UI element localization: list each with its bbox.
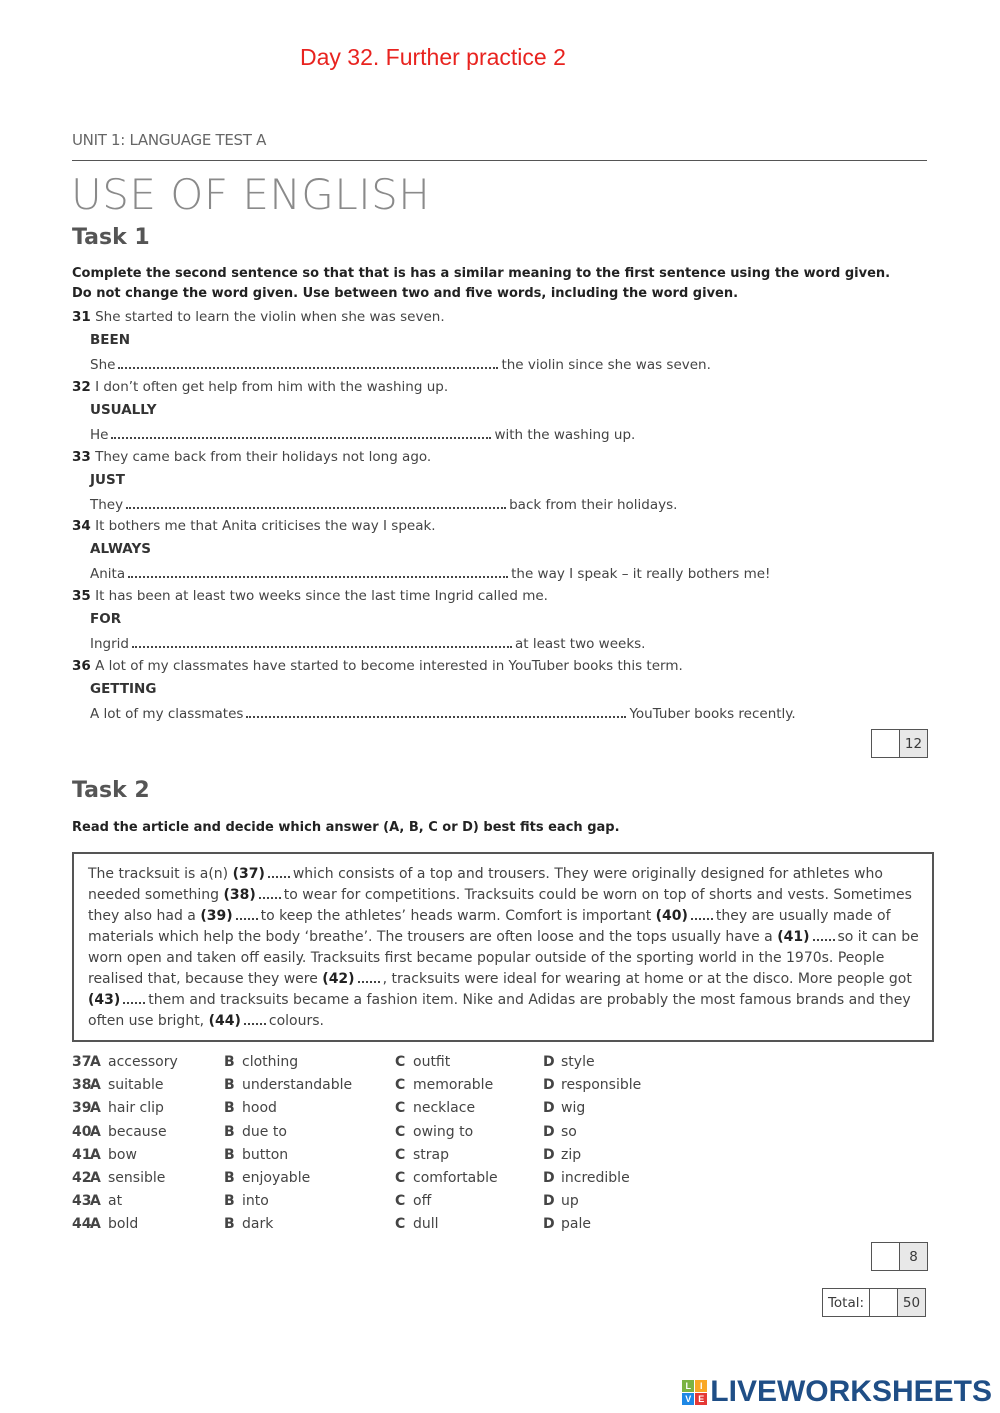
option-c[interactable]: outfit: [413, 1054, 451, 1070]
option-letter-b: B: [224, 1123, 235, 1140]
unit-label: UNIT 1: LANGUAGE TEST A: [72, 131, 267, 149]
item-keyword: BEEN: [90, 332, 131, 348]
option-number: 37: [72, 1054, 92, 1070]
task2-instructions: Read the article and decide which answer (A, B, C or D) best fits each gap.: [72, 820, 620, 835]
option-b[interactable]: understandable: [242, 1077, 353, 1094]
rewrite-end: the way I speak – it really bothers me!: [511, 566, 771, 583]
logo-tiles-icon: L I V E: [682, 1380, 707, 1405]
item-rewrite: [90, 425, 635, 443]
rewrite-start: A lot of my classmates: [90, 706, 244, 722]
gap-number: (38): [223, 887, 256, 903]
item-keyword: ALWAYS: [90, 541, 151, 558]
instruction-line: Do not change the word given. Use between two and five words, including the word given.: [72, 285, 739, 301]
page-title: USE OF ENGLISH: [71, 170, 431, 219]
option-d[interactable]: wig: [561, 1100, 586, 1117]
gap-number: (39): [200, 908, 233, 924]
gap-blank[interactable]: [123, 992, 145, 1004]
article-text: [72, 852, 934, 1042]
item-sentence: [72, 379, 448, 395]
option-number: 40: [72, 1123, 92, 1140]
item-original-sentence: It bothers me that Anita criticises the way I speak.: [95, 518, 436, 535]
option-b[interactable]: enjoyable: [242, 1170, 311, 1186]
liveworksheets-logo: [682, 1375, 992, 1409]
option-letter-d: D: [543, 1170, 555, 1186]
option-letter-b: B: [224, 1146, 235, 1163]
option-letter-b: B: [224, 1170, 235, 1186]
item-original-sentence: She started to learn the violin when she was seven.: [95, 309, 445, 325]
item-keyword: JUST: [90, 471, 125, 488]
option-d[interactable]: so: [561, 1123, 577, 1140]
task1-heading: Task 1: [72, 225, 150, 250]
gap-blank[interactable]: [268, 866, 290, 878]
option-letter-a: A: [90, 1146, 101, 1163]
gap-blank[interactable]: [358, 971, 380, 983]
option-letter-a: A: [90, 1216, 101, 1233]
option-letter-a: A: [90, 1100, 101, 1117]
day-title: Day 32. Further practice 2: [300, 44, 566, 70]
gap-number: (44): [208, 1013, 241, 1029]
total-max: 50: [897, 1289, 925, 1316]
item-rewrite: [90, 495, 677, 513]
option-number: 39: [72, 1100, 92, 1117]
option-number: 44: [72, 1216, 92, 1233]
option-letter-d: D: [543, 1216, 555, 1233]
item-rewrite: [90, 564, 770, 582]
article-text-segment: them and tracksuits became a fashion item. Nike and Adidas are probably the most famous brands and they often use bright,: [88, 992, 911, 1029]
option-letter-c: C: [395, 1146, 406, 1163]
option-letter-b: B: [224, 1077, 235, 1094]
item-number: 31: [72, 309, 91, 325]
item-original-sentence: It has been at least two weeks since the last time Ingrid called me.: [95, 588, 548, 605]
rewrite-start: Ingrid: [90, 636, 129, 653]
option-c[interactable]: memorable: [413, 1077, 494, 1094]
option-c[interactable]: strap: [413, 1146, 450, 1163]
rewrite-start: He: [90, 426, 109, 443]
item-sentence: [72, 309, 445, 325]
gap-number: (37): [232, 866, 265, 882]
option-letter-b: B: [224, 1100, 235, 1117]
score-input[interactable]: [872, 730, 899, 757]
option-d[interactable]: up: [561, 1193, 579, 1210]
task1-score-box: [871, 729, 928, 758]
option-a[interactable]: sensible: [108, 1170, 166, 1186]
option-b[interactable]: clothing: [242, 1054, 299, 1070]
option-d[interactable]: zip: [561, 1146, 582, 1163]
answer-input[interactable]: [111, 425, 491, 439]
option-d[interactable]: pale: [561, 1216, 591, 1233]
option-letter-a: A: [90, 1193, 101, 1210]
option-letter-b: B: [224, 1054, 235, 1070]
option-letter-c: C: [395, 1123, 406, 1140]
option-a[interactable]: suitable: [108, 1077, 164, 1094]
option-letter-c: C: [395, 1216, 406, 1233]
option-number: 38: [72, 1077, 92, 1094]
item-sentence: [72, 658, 683, 674]
item-number: 35: [72, 588, 91, 605]
option-letter-d: D: [543, 1123, 555, 1140]
gap-blank[interactable]: [259, 887, 281, 899]
option-c[interactable]: comfortable: [413, 1170, 498, 1186]
rewrite-start: Anita: [90, 566, 126, 583]
article-text-segment: The tracksuit is a(n): [88, 866, 233, 882]
article-text-segment: so it can be worn open and taken off easily. Tracksuits first became popular outside of the sporting world in the 1970s. People realised that, because they were: [88, 929, 919, 987]
gap-blank[interactable]: [813, 929, 835, 941]
option-a[interactable]: accessory: [108, 1054, 178, 1070]
article-text-segment: to wear for competitions. Tracksuits could be worn on top of shorts and vests. Sometimes they also had a: [88, 887, 912, 924]
task2-heading: Task 2: [72, 778, 150, 803]
option-letter-c: C: [395, 1054, 406, 1070]
instruction-line: Complete the second sentence so that that is has a similar meaning to the first sentence using the word given.: [72, 266, 891, 281]
option-c[interactable]: off: [413, 1193, 432, 1210]
total-score-box: [822, 1288, 926, 1317]
item-original-sentence: A lot of my classmates have started to become interested in YouTuber books this term.: [95, 658, 683, 674]
score-max: 8: [899, 1243, 927, 1270]
gap-blank[interactable]: [236, 908, 258, 920]
item-number: 36: [72, 658, 91, 674]
item-original-sentence: They came back from their holidays not long ago.: [95, 448, 432, 465]
gap-blank[interactable]: [244, 1013, 266, 1025]
task1-instructions: [72, 264, 942, 303]
article-text-segment: which consists of a top and trousers. They were originally designed for athletes who needed something: [88, 866, 883, 903]
rewrite-start: She: [90, 357, 116, 373]
gap-blank[interactable]: [691, 908, 713, 920]
option-letter-d: D: [543, 1193, 555, 1210]
option-letter-c: C: [395, 1193, 406, 1210]
option-a[interactable]: because: [108, 1123, 167, 1140]
rewrite-end: the violin since she was seven.: [501, 357, 711, 373]
option-number: 41: [72, 1146, 92, 1163]
gap-number: (40): [655, 908, 688, 924]
option-letter-d: D: [543, 1146, 555, 1163]
option-letter-b: B: [224, 1216, 235, 1233]
option-a[interactable]: hair clip: [108, 1100, 164, 1117]
item-rewrite: [90, 634, 645, 652]
gap-number: (42): [322, 971, 355, 987]
option-letter-a: A: [90, 1170, 101, 1186]
option-a[interactable]: bow: [108, 1146, 137, 1163]
rewrite-end: at least two weeks.: [514, 636, 646, 653]
option-b[interactable]: due to: [242, 1123, 287, 1140]
option-letter-c: C: [395, 1100, 406, 1117]
item-keyword: FOR: [90, 611, 122, 628]
item-sentence: [72, 449, 431, 465]
rewrite-start: They: [90, 496, 124, 513]
rewrite-end: with the washing up.: [494, 426, 636, 443]
option-b[interactable]: button: [242, 1146, 289, 1163]
option-number: 42: [72, 1170, 92, 1186]
article-text-segment: colours.: [268, 1013, 324, 1029]
answer-input[interactable]: [132, 634, 512, 648]
item-rewrite: [90, 704, 796, 722]
item-sentence: [72, 518, 436, 534]
task2-score-box: [871, 1242, 928, 1271]
score-max: 12: [899, 730, 927, 757]
item-rewrite: [90, 355, 711, 373]
answer-input[interactable]: [118, 355, 498, 369]
article-text-segment: to keep the athletes’ heads warm. Comfort is important: [260, 908, 656, 924]
option-number: 43: [72, 1193, 92, 1210]
gap-number: (41): [777, 929, 810, 945]
option-letter-d: D: [543, 1054, 555, 1070]
item-sentence: [72, 588, 548, 604]
item-keyword: GETTING: [90, 681, 157, 697]
item-original-sentence: I don’t often get help from him with the washing up.: [95, 378, 449, 395]
option-letter-c: C: [395, 1077, 406, 1094]
option-b[interactable]: dark: [242, 1216, 274, 1233]
option-a[interactable]: at: [108, 1193, 123, 1210]
option-letter-a: A: [90, 1077, 101, 1094]
rewrite-end: YouTuber books recently.: [629, 706, 796, 722]
option-d[interactable]: responsible: [561, 1077, 642, 1094]
answer-input[interactable]: [128, 564, 508, 578]
option-letter-c: C: [395, 1170, 406, 1186]
item-number: 32: [72, 378, 91, 395]
option-a[interactable]: bold: [108, 1216, 139, 1233]
total-label: Total:: [827, 1294, 865, 1311]
item-number: 33: [72, 448, 91, 465]
score-input[interactable]: [872, 1243, 899, 1270]
option-b[interactable]: hood: [242, 1100, 277, 1117]
divider: [72, 160, 927, 161]
option-d[interactable]: incredible: [561, 1170, 630, 1186]
article-text-segment: , tracksuits were ideal for wearing at home or at the disco. More people got: [382, 971, 912, 987]
answer-input[interactable]: [246, 704, 626, 718]
option-c[interactable]: owing to: [413, 1123, 474, 1140]
option-letter-d: D: [543, 1077, 555, 1094]
option-letter-a: A: [90, 1054, 101, 1070]
option-b[interactable]: into: [242, 1193, 269, 1210]
gap-number: (43): [88, 992, 121, 1008]
logo-text: LIVEWORKSHEETS: [710, 1375, 992, 1408]
option-letter-a: A: [90, 1123, 101, 1140]
option-c[interactable]: necklace: [413, 1100, 476, 1117]
option-letter-b: B: [224, 1193, 235, 1210]
item-number: 34: [72, 518, 91, 535]
rewrite-end: back from their holidays.: [509, 496, 678, 513]
option-c[interactable]: dull: [413, 1216, 439, 1233]
answer-input[interactable]: [126, 495, 506, 509]
option-d[interactable]: style: [561, 1054, 595, 1070]
total-input[interactable]: [869, 1289, 897, 1316]
option-letter-d: D: [543, 1100, 555, 1117]
article-text-segment: they are usually made of materials which help the body ‘breathe’. The trousers are often loose and the tops usually have a: [88, 908, 891, 945]
item-keyword: USUALLY: [90, 401, 157, 418]
